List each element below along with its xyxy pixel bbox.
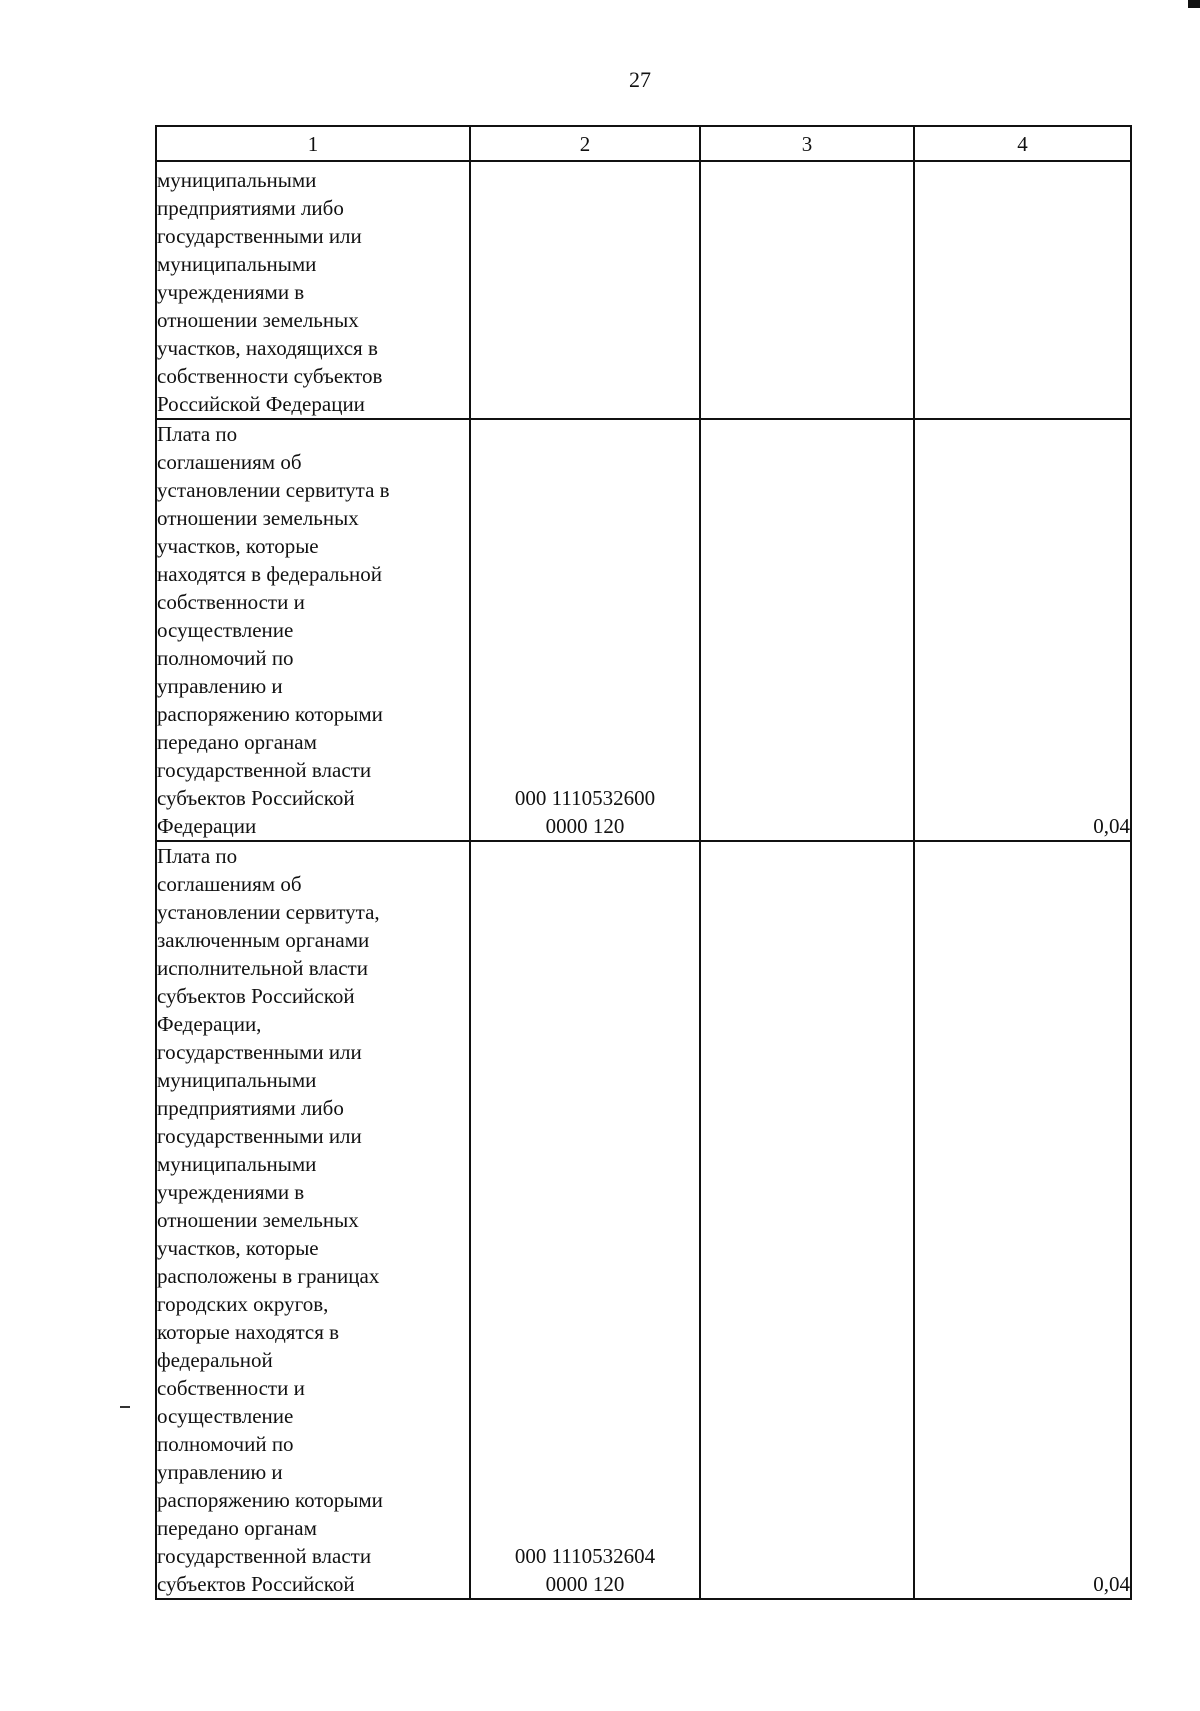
budget-table (155, 125, 1132, 1600)
table-row (156, 161, 1131, 419)
table-header-row (156, 126, 1131, 161)
column-header-2: 2 (470, 126, 700, 161)
table-row (156, 419, 1131, 841)
column-header-3: 3 (700, 126, 914, 161)
row-col3-cell (700, 419, 914, 841)
column-header-1: 1 (156, 126, 470, 161)
row-value-cell: 0,04 (914, 419, 1131, 841)
row-code-cell (470, 161, 700, 419)
page-number: 27 (629, 67, 651, 92)
row-name-cell: муниципальными предприятиями либо государственными или муниципальными учреждениями в отношении земельных участков, находящихся в собственности субъектов Российской Федерации (156, 161, 470, 419)
row-value-cell (914, 161, 1131, 419)
row-code-cell: 000 1110532600 0000 120 (470, 419, 700, 841)
row-col3-cell (700, 161, 914, 419)
row-col3-cell (700, 841, 914, 1599)
row-code-cell: 000 1110532604 0000 120 (470, 841, 700, 1599)
row-value-cell: 0,04 (914, 841, 1131, 1599)
row-name-cell: Плата по соглашениям об установлении сервитута в отношении земельных участков, которые находятся в федеральной собственности и осуществление полномочий по управлению и распоряжению которыми передано органам государственной власти субъектов Российской Федерации (156, 419, 470, 841)
column-header-4: 4 (914, 126, 1131, 161)
row-name-cell: Плата по соглашениям об установлении сервитута, заключенным органами исполнительной власти субъектов Российской Федерации, государственными или муниципальными предприятиями либо государственными или муниципальными учреждениями в отношении земельных участков, которые расположены в границах городских округов, которые находятся в федеральной собственности и осуществление полномочий по управлению и распоряжению которыми передано органам государственной власти субъектов Российской (156, 841, 470, 1599)
table-row (156, 841, 1131, 1599)
scan-artifact-mark (1188, 0, 1200, 8)
scan-artifact-dash (120, 1406, 130, 1408)
